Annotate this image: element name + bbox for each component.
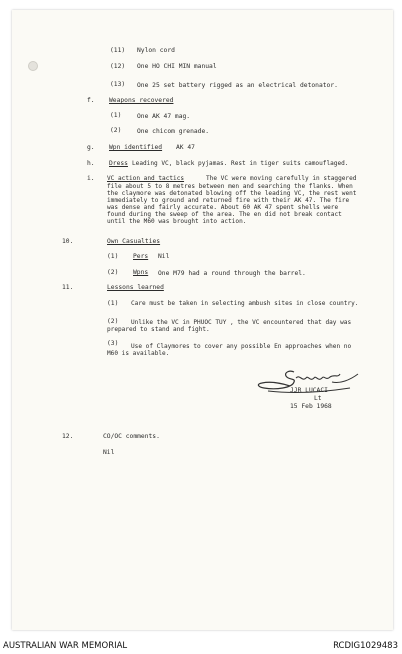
- section-h-heading: Dress: [109, 160, 128, 167]
- section-f-item-2-text: One chicom grenade.: [137, 128, 210, 135]
- section-10-item-1-text: Nil: [158, 253, 170, 260]
- section-i-line-2: file about 5 to 8 metres between men and searching the flanks. When: [107, 183, 353, 190]
- section-f-heading: Weapons recovered: [109, 97, 174, 104]
- section-10-item-2-text: One M79 had a round through the barrel.: [158, 270, 306, 277]
- section-i-line-6: found during the sweep of the area. The en did not break contact: [107, 211, 342, 218]
- item-12-text: One HO CHI MIN manual: [137, 63, 217, 70]
- section-11-item-3-num: (3): [107, 340, 119, 347]
- section-11-item-3-line-1: Use of Claymores to cover any possible En approaches when no: [131, 343, 352, 350]
- item-11-num: (11): [110, 47, 126, 54]
- section-i-line-1: The VC were moving carefully in staggered: [206, 175, 357, 182]
- section-12-num: 12.: [62, 433, 74, 440]
- section-11-num: 11.: [62, 284, 74, 291]
- section-10-item-1-label: Pers: [133, 253, 149, 260]
- section-11-item-2-line-2: prepared to stand and fight.: [107, 326, 210, 333]
- section-f-letter: f.: [87, 97, 95, 104]
- section-g-heading: Wpn identified: [109, 144, 163, 151]
- section-g-letter: g.: [87, 144, 95, 151]
- punch-hole: [28, 61, 38, 71]
- signature-date: 15 Feb 1968: [290, 403, 332, 410]
- section-i-line-3: the claymore was detonated blowing off the leading VC, the rest went: [107, 190, 357, 197]
- section-i-heading: VC action and tactics: [107, 175, 185, 182]
- archive-footer: [0, 640, 402, 654]
- item-13-num: (13): [110, 81, 126, 88]
- section-10-num: 10.: [62, 238, 74, 245]
- section-11-item-3-line-2: M60 is available.: [107, 350, 170, 357]
- section-f-item-1-text: One AK 47 mag.: [137, 113, 191, 120]
- item-13-text: One 25 set battery rigged as an electrical detonator.: [137, 82, 338, 89]
- section-11-heading: Lessons learned: [107, 284, 164, 291]
- section-i-line-7: until the M60 was brought into action.: [107, 218, 247, 225]
- section-10-item-1-num: (1): [107, 253, 119, 260]
- footer-record-id: RCDIG1029483: [333, 641, 398, 651]
- section-h-letter: h.: [87, 160, 95, 167]
- section-i-line-4: immediately to ground and returned fire with their AK 47. The fire: [107, 197, 350, 204]
- footer-institution: AUSTRALIAN WAR MEMORIAL: [3, 641, 128, 651]
- item-12-num: (12): [110, 63, 126, 70]
- signatory-rank: Lt: [314, 395, 322, 402]
- section-g-text: AK 47: [176, 144, 195, 151]
- section-10-item-2-num: (2): [107, 269, 119, 276]
- section-f-item-2-num: (2): [110, 127, 122, 134]
- section-11-item-2-line-1: Unlike the VC in PHUOC TUY , the VC encountered that day was: [131, 319, 352, 326]
- item-11-text: Nylon cord: [137, 47, 175, 54]
- section-i-letter: i.: [87, 175, 95, 182]
- section-f-item-1-num: (1): [110, 112, 122, 119]
- section-h-text: Leading VC, black pyjamas. Rest in tiger suits camouflaged.: [132, 160, 349, 167]
- section-10-heading: Own Casualties: [107, 238, 161, 245]
- section-11-item-2-num: (2): [107, 318, 119, 325]
- section-12-heading: CO/OC comments.: [103, 433, 160, 440]
- signatory-name: JJR LUCACI: [290, 387, 328, 394]
- section-i-line-5: was dense and fairly accurate. About 60 AK 47 spent shells were: [107, 204, 339, 211]
- section-11-item-1-num: (1): [107, 300, 119, 307]
- section-12-text: Nil: [103, 449, 115, 456]
- section-10-item-2-label: Wpns: [133, 269, 149, 276]
- section-11-item-1-line-1: Care must be taken in selecting ambush sites in close country.: [131, 300, 359, 307]
